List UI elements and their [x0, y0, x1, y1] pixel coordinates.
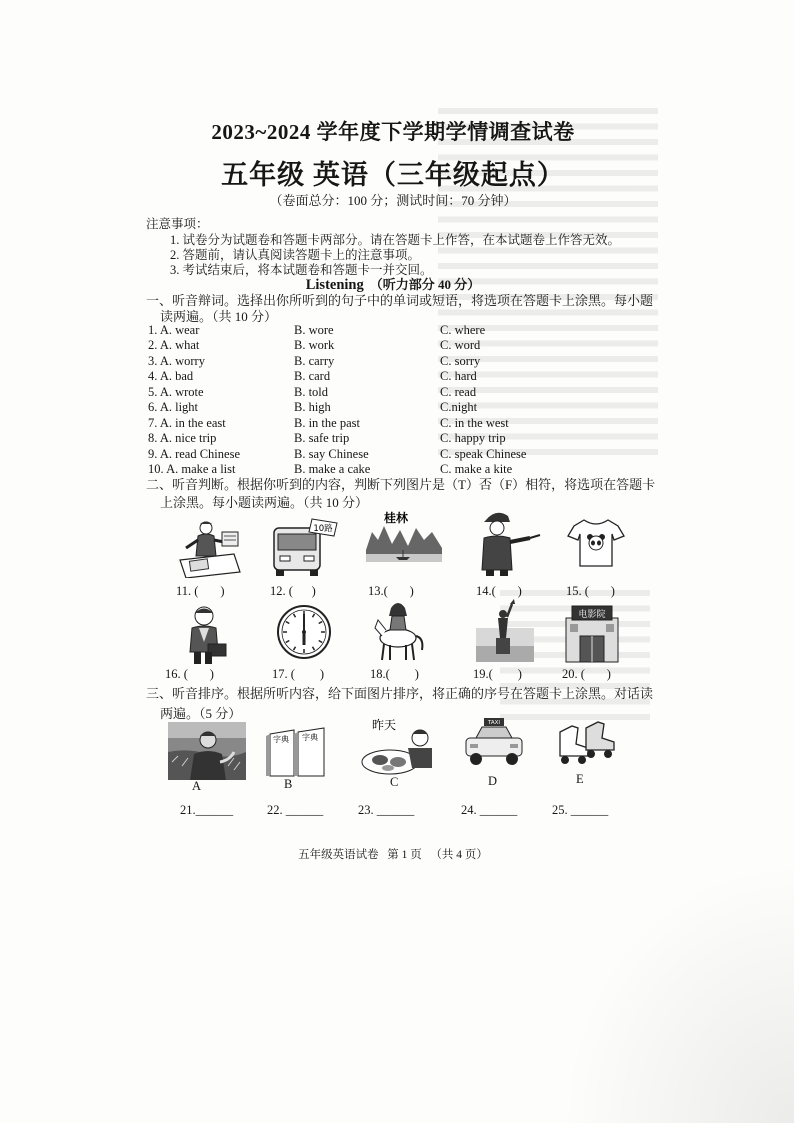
question-option-a — [148, 416, 226, 431]
option-a: A. wrote — [159, 385, 204, 399]
option-b: B. card — [294, 369, 331, 383]
option-c: C. hard — [440, 369, 477, 383]
picture-letter-d: D — [488, 774, 498, 788]
answer-blank-25: 25. ______ — [552, 803, 609, 817]
option-a: A. wear — [159, 323, 200, 337]
option-a: A. in the east — [159, 416, 226, 430]
answer-label-12: 12. ( ) — [270, 584, 316, 598]
exam-title: 2023~2024 学年度下学期学情调查试卷 — [211, 120, 575, 144]
option-b: B. say Chinese — [294, 447, 369, 461]
taxi-sign: TAXI — [487, 720, 501, 726]
picture-b-dictionaries — [266, 724, 328, 778]
answer-blank-23: 23. ______ — [358, 803, 415, 817]
option-c: C. word — [440, 338, 481, 352]
option-b: B. in the past — [294, 416, 360, 430]
option-a: A. light — [159, 400, 199, 414]
picture-19-statue-of-liberty — [476, 598, 534, 662]
option-c: C. in the west — [440, 416, 509, 430]
question-number: 7. — [148, 416, 158, 430]
dictionary-label: 字典 — [302, 733, 318, 742]
question-number: 3. — [148, 354, 158, 368]
answer-blank-22: 22. ______ — [267, 803, 324, 817]
question-number: 2. — [148, 338, 158, 352]
option-c: C. speak Chinese — [440, 447, 527, 461]
answer-blank-24: 24. ______ — [461, 803, 518, 817]
question-option-a — [148, 338, 199, 353]
picture-letter-b: B — [284, 777, 293, 791]
section1-instruction-line2: 读两遍。（共 10 分） — [160, 309, 278, 324]
picture-d-taxi — [462, 718, 526, 770]
picture-11-man-reading — [176, 516, 242, 578]
option-a: A. nice trip — [159, 431, 217, 445]
question-number: 9. — [148, 447, 158, 461]
option-a: A. what — [159, 338, 200, 352]
picture-e-roller-skates — [554, 718, 618, 768]
question-option-a — [148, 431, 216, 446]
section2-instruction-line1: 二、听音判断。根据你听到的内容，判断下列图片是（T）否（F）相符，将选项在答题卡 — [146, 477, 656, 492]
picture-c-yesterday-meal — [358, 716, 436, 778]
picture-12-bus — [270, 516, 338, 578]
answer-label-15: 15. ( ) — [566, 584, 615, 598]
question-option-a — [148, 354, 205, 369]
dictionary-label: 字典 — [273, 735, 289, 744]
picture-17-clock — [276, 604, 332, 660]
option-a: A. bad — [159, 369, 194, 383]
option-b: B. wore — [294, 323, 334, 337]
guilin-caption: 桂林 — [384, 511, 409, 525]
section2-instruction-line2: 上涂黑。每小题读两遍。（共 10 分） — [160, 495, 369, 510]
picture-letter-a: A — [192, 779, 202, 793]
picture-16-boy-with-bag — [178, 604, 230, 666]
section3-instruction-line1: 三、听音排序。根据所听内容，给下面图片排序，将正确的序号在答题卡上涂黑。对话读 — [146, 686, 654, 701]
option-b: B. make a cake — [294, 462, 371, 476]
option-c: C. where — [440, 323, 486, 337]
picture-14-man-pointing — [472, 508, 546, 578]
exam-meta: （卷面总分：100 分；测试时间：70 分钟） — [269, 193, 517, 208]
answer-label-17: 17. ( ) — [272, 667, 325, 681]
picture-a-man-in-field — [168, 722, 246, 780]
picture-15-panda-tshirt — [566, 516, 626, 570]
question-option-a — [148, 369, 193, 384]
option-b: B. work — [294, 338, 335, 352]
page-footer: 五年级英语试卷 第 1 页 （共 4 页） — [298, 849, 488, 861]
answer-blank-21: 21.______ — [180, 803, 234, 817]
answer-label-20: 20. ( ) — [562, 667, 611, 681]
option-c: C. make a kite — [440, 462, 513, 476]
option-c: C. sorry — [440, 354, 481, 368]
note-item: 1. 试卷分为试题卷和答题卡两部分。请在答题卡上作答，在本试题卷上作答无效。 — [170, 233, 621, 247]
option-a: A. make a list — [166, 462, 236, 476]
question-option-a — [148, 385, 204, 400]
listening-points: （听力部分 40 分） — [369, 277, 481, 292]
picture-13-guilin-landscape — [366, 510, 442, 562]
question-option-a — [148, 323, 199, 338]
question-option-a — [148, 447, 240, 462]
notes-heading: 注意事项： — [146, 217, 209, 231]
option-c: C. happy trip — [440, 431, 506, 445]
listening-label: Listening — [305, 277, 364, 293]
answer-label-14: 14.( ) — [476, 584, 522, 598]
option-c: C.night — [440, 400, 478, 414]
exam-subtitle: 五年级 英语（三年级起点） — [221, 160, 565, 190]
answer-label-16: 16. ( ) — [165, 667, 214, 681]
picture-letter-e: E — [576, 772, 584, 786]
picture-20-cinema — [562, 602, 622, 664]
question-number: 1. — [148, 323, 158, 337]
note-item: 3. 考试结束后，将本试题卷和答题卡一并交回。 — [170, 263, 433, 277]
bus-route-sign: 10路 — [313, 524, 333, 534]
option-b: B. told — [294, 385, 329, 399]
question-number: 5. — [148, 385, 158, 399]
option-b: B. carry — [294, 354, 335, 368]
scan-edge-shadow — [560, 860, 794, 1123]
question-number: 8. — [148, 431, 158, 445]
option-c: C. read — [440, 385, 477, 399]
question-number: 6. — [148, 400, 158, 414]
section1-instruction-line1: 一、听音辩词。选择出你所听到的句子中的单词或短语，将选项在答题卡上涂黑。每小题 — [146, 293, 654, 308]
answer-label-13: 13.( ) — [368, 584, 414, 598]
question-number: 10. — [148, 462, 164, 476]
answer-label-18: 18.( ) — [370, 667, 419, 681]
picture-18-girl-riding-horse — [372, 598, 426, 664]
yesterday-caption: 昨天 — [372, 718, 397, 732]
section3-instruction-line2: 两遍。（5 分） — [160, 706, 242, 721]
note-item: 2. 答题前，请认真阅读答题卡上的注意事项。 — [170, 248, 421, 262]
option-a: A. worry — [159, 354, 205, 368]
answer-label-19: 19.( ) — [473, 667, 522, 681]
cinema-sign: 电影院 — [578, 610, 606, 620]
option-b: B. high — [294, 400, 331, 414]
picture-letter-c: C — [390, 775, 399, 789]
question-option-a — [148, 400, 198, 415]
question-number: 4. — [148, 369, 158, 383]
option-a: A. read Chinese — [159, 447, 240, 461]
answer-label-11: 11. ( ) — [176, 584, 225, 598]
option-b: B. safe trip — [294, 431, 350, 445]
